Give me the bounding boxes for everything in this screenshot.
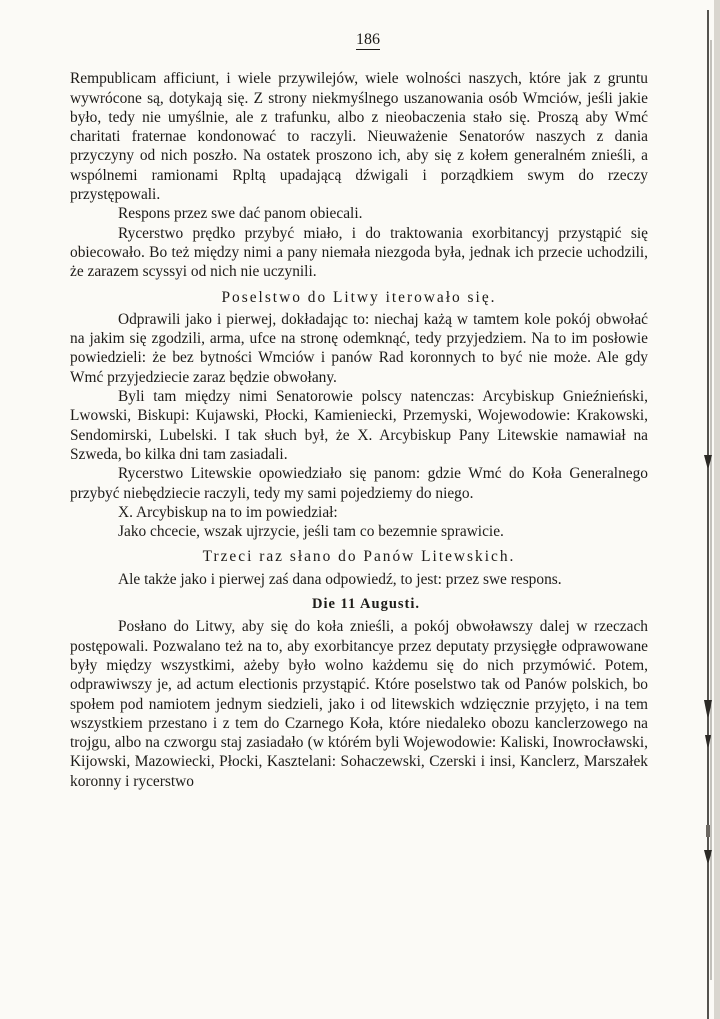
page-number: 186 [356,31,380,48]
paragraph: Rycerstwo prędko przybyć miało, i do traktowania exorbitancyj przystąpić się obiecowało. Bo też między nimi a pany niemała niezgoda była, jednak ich przecie uchodzili, że zarazem scyssyi od nich nie uczynili. [70,224,648,281]
page-edge-binding-shadow [694,0,720,1019]
date-heading: Die 11 Augusti. [311,596,421,613]
paragraph: Posłano do Litwy, aby się do koła znieśli, a pokój obwoławszy dalej w rzeczach postępowali. Pozwalano też na to, aby exorbitancye przez deputaty przysięgłe odprawowane były między wszystkimi, ażeby było wolno każdemu się do nich przymówić. Potem, odprawiwszy je, ad actum electionis przystąpić. Które poselstwo tak od Panów polskich, bo społem pod namiotem jednym siedzieli, jako i od litewskich wdzięcznie przyjęto, i na tem wszystkiem przestano i z tem do Czarnego Koła, które niedaleko obozu kanclerzowego na trojgu, albo na czworgu staj zasiadało (w którém byli Wojewodowie: Kaliski, Inowrocławski, Kijowski, Mazowiecki, Płocki, Kasztelani: Sohaczewski, Czerski i insi, Kanclerz, Marszałek koronny i rycerstwo [70,618,648,790]
paragraph: Ale także jako i pierwej zaś dana odpowiedź, to jest: przez swe respons. [118,570,562,588]
paragraph: Odprawili jako i pierwej, dokładając to: niechaj każą w tamtem kole pokój obwołać na jakim się zgodzili, arma, ufce na stronę odemknąć, tedy przyjedziem. Na to im posłowie powiedzieli: że bez bytności Wmciów i panów Rad koronnych to być nie może. Ale gdy Wmć przyjedziecie zaraz będzie obwołany. [70,310,648,386]
section-heading: Trzeci raz słano do Panów Litewskich. [202,548,516,566]
paragraph: Byli tam między nimi Senatorowie polscy natenczas: Arcybiskup Gnieźnieński, Lwowski, Biskupi: Kujawski, Płocki, Kamieniecki, Przemyski, Wojewodowie: Krakowski, Sendomirski, Lubelski. I tak słuch był, że X. Arcybiskup Pany Litewskie namawiał na Szweda, bo kilka dni tam zasiadali. [70,388,648,463]
paragraph: Respons przez swe dać panom obiecali. [118,205,363,223]
document-page [70,30,648,791]
paragraph: Rycerstwo Litewskie opowiedziało się panom: gdzie Wmć do Koła Generalnego przybyć niebędziecie raczyli, tedy my sami pojedziemy do niego. [70,465,648,502]
paragraph: X. Arcybiskup na to im powiedział: [118,503,338,521]
paragraph: Jako chcecie, wszak ujrzycie, jeśli tam co bezemnie sprawicie. [118,523,504,541]
section-heading: Poselstwo do Litwy iterowało się. [221,288,497,306]
paragraph: Rempublicam afficiunt, i wiele przywilejów, wiele wolności naszych, które jak z gruntu wywrócone są, dotykają się. Z strony niekmyślnego uszanowania osób Wmciów, jeśli jakie było, tedy nie umyślnie, ale z trafunku, albo z nieobaczenia stało się. Proszą aby Wmć charitati fraternae kondonować to raczyli. Nieuważenie Senatorów naszych z dania przyczyny od nich poszło. Na ostatek proszono ich, aby się z kołem generalném znieśli, a wspólnemi ramionami Rpltą upadającą dźwigali i porządkiem swym do rzeczy przystępowali. [70,70,648,204]
